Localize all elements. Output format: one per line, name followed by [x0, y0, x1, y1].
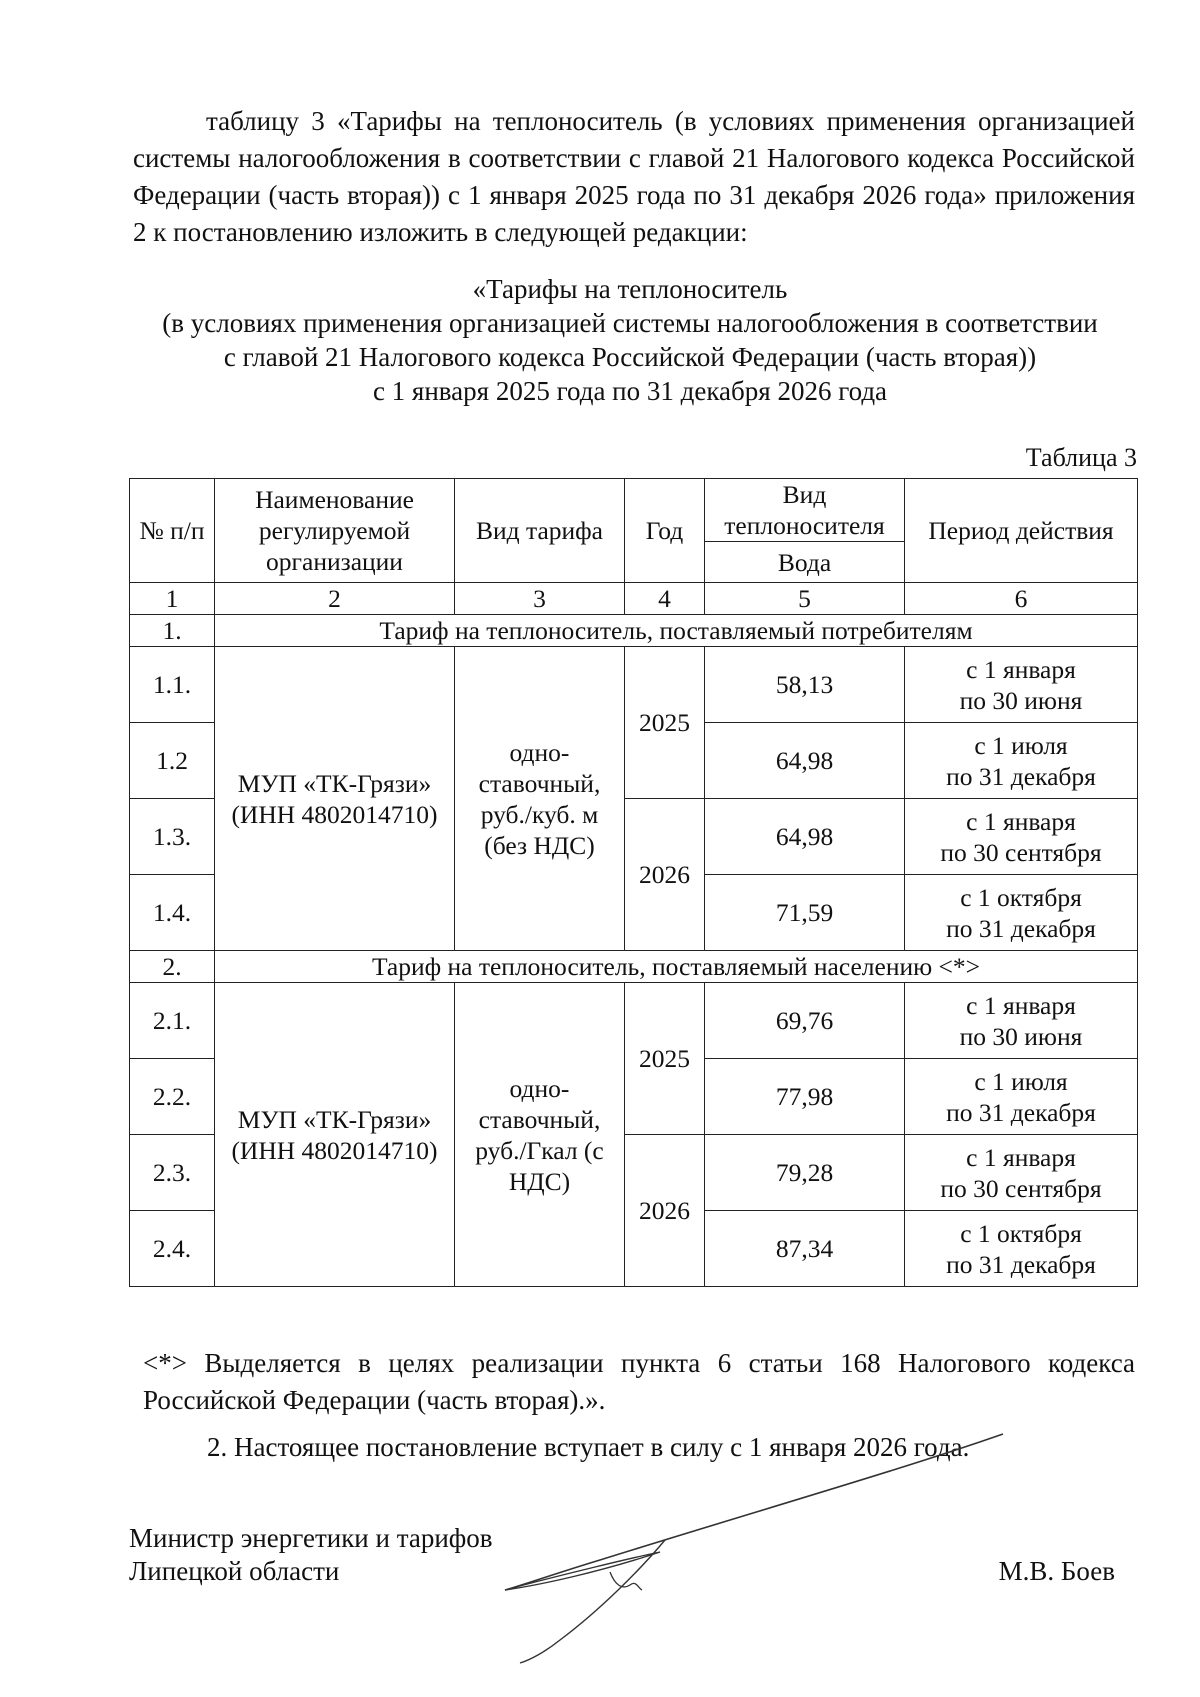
section-row	[130, 615, 1138, 647]
period-to: по 31 декабря	[946, 913, 1096, 943]
value-cell: 77,98	[705, 1059, 905, 1135]
value-cell: 58,13	[705, 647, 905, 723]
header-period: Период действия	[905, 479, 1138, 583]
row-num: 1.1.	[130, 647, 215, 723]
period-cell	[905, 1135, 1138, 1211]
row-num: 1.3.	[130, 799, 215, 875]
signature-stroke	[505, 1552, 660, 1590]
header-year: Год	[625, 479, 705, 583]
section-title: Тариф на теплоноситель, поставляемый потребителям	[215, 615, 1138, 647]
column-number: 6	[905, 583, 1138, 615]
period-cell	[905, 647, 1138, 723]
org-cell: МУП «ТК-Грязи» (ИНН 4802014710)	[215, 647, 455, 951]
section-num: 2.	[130, 951, 215, 983]
period-from: с 1 июля	[974, 1066, 1068, 1096]
row-num: 2.3.	[130, 1135, 215, 1211]
footnote: <*> Выделяется в целях реализации пункта 6 статьи 168 Налогового кодекса Российской Федерации (часть вторая).».	[143, 1348, 1135, 1415]
period-from: с 1 января	[966, 1142, 1076, 1172]
period-to: по 31 декабря	[946, 1097, 1096, 1127]
period-to: по 30 сентября	[940, 1173, 1102, 1203]
signer-title-line-1: Министр энергетики и тарифов	[129, 1523, 493, 1553]
column-number-row	[130, 583, 1138, 615]
table-label: Таблица 3	[1025, 443, 1137, 472]
signer-title	[129, 1522, 493, 1588]
year-cell: 2026	[625, 799, 705, 951]
period-from: с 1 октября	[960, 882, 1082, 912]
section-num: 1.	[130, 615, 215, 647]
effective-date-clause: 2. Настоящее постановление вступает в силу с 1 января 2026 года.	[207, 1432, 970, 1462]
year-cell: 2025	[625, 647, 705, 799]
row-num: 2.4.	[130, 1211, 215, 1287]
row-num: 1.2	[130, 723, 215, 799]
column-number: 3	[455, 583, 625, 615]
tariffs-table	[129, 478, 1138, 1287]
org-cell: МУП «ТК-Грязи» (ИНН 4802014710)	[215, 983, 455, 1287]
period-from: с 1 января	[966, 654, 1076, 684]
value-cell: 64,98	[705, 723, 905, 799]
year-cell: 2026	[625, 1135, 705, 1287]
row-num: 2.2.	[130, 1059, 215, 1135]
value-cell: 64,98	[705, 799, 905, 875]
heading-line-4: с 1 января 2025 года по 31 декабря 2026 года	[372, 376, 888, 406]
period-cell	[905, 723, 1138, 799]
header-row	[130, 479, 1138, 542]
section-row	[130, 951, 1138, 983]
header-tariff-type: Вид тарифа	[455, 479, 625, 583]
heading-line-3: с главой 21 Налогового кодекса Российской Федерации (часть вторая))	[223, 342, 1037, 372]
period-to: по 30 сентября	[940, 837, 1102, 867]
header-carrier: Вид теплоносителя	[705, 479, 905, 542]
tariff-type-cell: одно-ставочный, руб./Гкал (с НДС)	[455, 983, 625, 1287]
column-number: 2	[215, 583, 455, 615]
intro-paragraph: таблицу 3 «Тарифы на теплоноситель (в условиях применения организацией системы налогообложения в соответствии с главой 21 Налогового кодекса Российской Федерации (часть вторая)) с 1 января 2025 года по 31 декабря 2026 года» приложения 2 к постановлению изложить в следующей редакции:	[133, 106, 1135, 247]
signature-stroke	[610, 1572, 642, 1590]
section-title: Тариф на теплоноситель, поставляемый населению <*>	[215, 951, 1138, 983]
signer-name: М.В. Боев	[998, 1556, 1115, 1586]
period-cell	[905, 875, 1138, 951]
column-number: 4	[625, 583, 705, 615]
signature-stroke	[520, 1540, 665, 1663]
period-cell	[905, 1211, 1138, 1287]
year-cell: 2025	[625, 983, 705, 1135]
value-cell: 87,34	[705, 1211, 905, 1287]
value-cell: 69,76	[705, 983, 905, 1059]
value-cell: 71,59	[705, 875, 905, 951]
header-org: Наименование регулируемой организации	[215, 479, 455, 583]
period-from: с 1 января	[966, 806, 1076, 836]
value-cell: 79,28	[705, 1135, 905, 1211]
period-from: с 1 июля	[974, 730, 1068, 760]
header-num: № п/п	[130, 479, 215, 583]
signer-title-line-2: Липецкой области	[129, 1556, 340, 1586]
row-num: 1.4.	[130, 875, 215, 951]
period-to: по 31 декабря	[946, 761, 1096, 791]
column-number: 5	[705, 583, 905, 615]
row-num: 2.1.	[130, 983, 215, 1059]
table-row	[130, 983, 1138, 1059]
period-to: по 30 июня	[959, 685, 1083, 715]
period-cell	[905, 799, 1138, 875]
period-to: по 30 июня	[959, 1021, 1083, 1051]
period-from: с 1 января	[966, 990, 1076, 1020]
period-to: по 31 декабря	[946, 1249, 1096, 1279]
column-number: 1	[130, 583, 215, 615]
heading-line-2: (в условиях применения организацией системы налогообложения в соответствии	[162, 308, 1098, 338]
table-row	[130, 647, 1138, 723]
period-cell	[905, 983, 1138, 1059]
table-heading	[120, 272, 1140, 408]
header-carrier-water: Вода	[705, 542, 905, 583]
period-cell	[905, 1059, 1138, 1135]
tariff-type-cell: одно-ставочный, руб./куб. м (без НДС)	[455, 647, 625, 951]
period-from: с 1 октября	[960, 1218, 1082, 1248]
heading-line-1: «Тарифы на теплоноситель	[472, 274, 788, 304]
